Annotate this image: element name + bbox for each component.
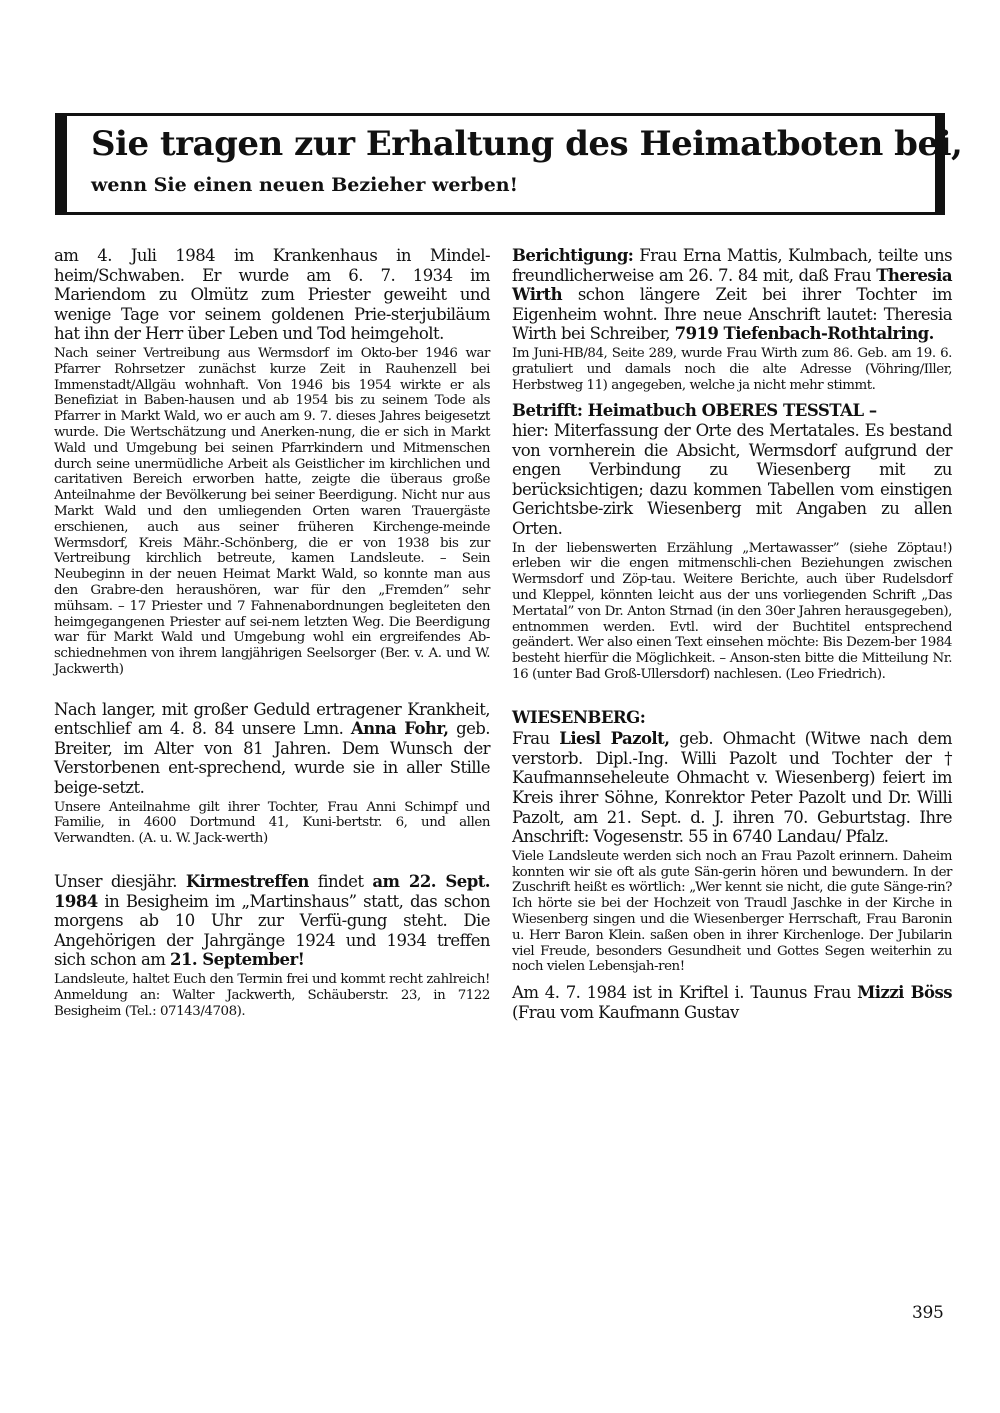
birthday-details: Viele Landsleute werden sich noch an Frau Pazolt erinnern. Daheim konnten wir sie oft als gute Sän-gerin hören und bewundern. In der Zuschrift heißt es wörtlich: „Wer kennt sie nicht, die gute Sänge-rin? Ich hörte sie bei der Hochzeit von Traudl Jaschke in der Kirche in Wiesenberg singen und die Wiesenberger Herrschaft, Frau Baronin u. Herr Baron Klein. saßen oben in ihrer Kirchenloge. Der Jubilarin viel Freude, besonders Gesundheit und Gottes Segen weiterhin zu noch vielen Lebensjah-ren! <box>512 848 952 975</box>
heimatbuch-details: In der liebenswerten Erzählung „Mertawasser” (siehe Zöptau!) erleben wir die engen mitmenschli-chen Beziehungen zwischen Wermsdorf und Zöp-tau. Weitere Berichte, auch über Rudelsdorf und Kleppel, könnten leicht aus der uns vorliegenden Schrift „Das Mertatal” von Dr. Anton Strnad (in den 30er Jahren herausgegeben), entnommen werden. Evtl. wird der Buchtitel entsprechend geändert. Wer also einen Text einsehen möchte: Bis Dezem-ber 1984 besteht hierfür die Möglichkeit. – Anson-sten bitte die Mitteilung Nr. 16 (unter Bad Groß-Ullersdorf) nachlesen. (Leo Friedrich). <box>512 540 952 682</box>
death-notice-text-cont: geb. Breiter, im Alter von 81 Jahren. Dem Wunsch der Verstorbenen ent-sprechend, wurde sie in aller Stille beige-setzt. <box>54 719 491 798</box>
correction-address: 7919 Tiefenbach-Rothtalring. <box>674 324 934 344</box>
heimatbuch-heading: Betrifft: Heimatbuch OBERES TESSTAL – <box>512 401 877 421</box>
subscription-banner <box>55 113 963 215</box>
banner-subtitle: wenn Sie einen neuen Bezieher werben! <box>91 174 518 196</box>
left-column <box>54 246 490 1019</box>
kirmes-event: Kirmestreffen <box>185 872 309 892</box>
kirmes-date: am 22. Sept. 1984 <box>54 872 490 911</box>
birthday-name: Liesl Pazolt, <box>559 729 670 749</box>
death-notice-text: Nach langer, mit großer Geduld ertragener Krankheit, entschlief am 4. 8. 84 unsere Lmn. <box>54 699 490 739</box>
page-number: 395 <box>912 1303 944 1323</box>
birthday-text-1: Frau <box>512 729 560 749</box>
banner-title: Sie tragen zur Erhaltung des Heimatboten bei, <box>91 124 963 164</box>
deceased-name: Anna Fohr, <box>350 719 449 739</box>
correction-text-1: Frau Erna Mattis, Kulmbach, teilte uns freundlicherweise am 26. 7. 84 mit, daß Frau <box>512 246 952 285</box>
kriftel-paragraph <box>512 983 952 1022</box>
kirmes-date-2: 21. September! <box>170 950 305 970</box>
kriftel-name: Mizzi Böss <box>857 983 952 1003</box>
kirmes-text-2: findet <box>308 872 373 892</box>
correction-label: Berichtigung: <box>512 246 634 265</box>
wiesenberg-heading: WIESENBERG: <box>512 707 646 727</box>
correction-text-2: schon längere Zeit bei ihrer Tochter im Eigenheim wohnt. Ihre neue Anschrift lautet: Theresia Wirth bei Schreiber, <box>512 285 952 344</box>
birthday-text-2: geb. Ohmacht (Witwe nach dem verstorb. Dipl.-Ing. Willi Pazolt und Tochter der † Kaufmannseheleute Ohmacht v. Wiesenberg) feiert im Kreis ihrer Söhne, Konrektor Peter Pazolt und Dr. Willi Pazolt, am 21. Sept. d. J. ihren 70. Geburtstag. Ihre Anschrift: Vogesenstr. 55 in 6740 Landau/ Pfalz. <box>512 729 952 847</box>
obituary-paragraph: am 4. Juli 1984 im Krankenhaus in Mindel-heim/Schwaben. Er wurde am 6. 7. 1934 im Mariendom zu Olmütz zum Priester geweiht und wenige Tage vor seinem goldenen Prie-sterjubiläum hat ihn der Herr über Leben und Tod heimgeholt. <box>54 246 490 344</box>
kriftel-text-1: Am 4. 7. 1984 ist in Kriftel i. Taunus Frau <box>512 983 858 1003</box>
correction-name: Theresia Wirth <box>512 265 952 305</box>
kirmes-text-3: in Besigheim im „Martinshaus” statt, das schon morgens ab 10 Uhr zur Verfü-gung steht. Die Angehörigen der Jahrgänge 1924 und 1934 treffen sich schon am <box>54 891 490 970</box>
death-notice <box>54 700 490 798</box>
kirmes-text-1: Unser diesjähr. <box>54 872 186 892</box>
condolence-note: Unsere Anteilnahme gilt ihrer Tochter, Frau Anni Schimpf und Familie, in 4600 Dortmund 41, Kuni-bertstr. 6, und allen Verwandten. (A. u. W. Jack-werth) <box>54 799 490 847</box>
correction-paragraph <box>512 246 952 344</box>
correction-details: Im Juni-HB/84, Seite 289, wurde Frau Wirth zum 86. Geb. am 19. 6. gratuliert und damals noch die alte Adresse (Vöhring/Iller, Herbstweg 11) angegeben, welche ja nicht mehr stimmt. <box>512 345 952 393</box>
heimatbuch-paragraph: hier: Miterfassung der Orte des Mertatales. Es bestand von vornherein die Absicht, Wermsdorf aufgrund der engen Verbindung zu Wiesenberg mit zu berücksichtigen; dazu kommen Tabellen vom einstigen Gerichtsbe-zirk Wiesenberg mit Angaben zu allen Orten. <box>512 420 952 538</box>
birthday-paragraph <box>512 729 952 847</box>
kriftel-text-2: (Frau vom Kaufmann Gustav <box>512 1002 739 1022</box>
kirmes-registration: Landsleute, haltet Euch den Termin frei und kommt recht zahlreich! Anmeldung an: Walter Jackwerth, Schäuberstr. 23, in 7122 Besigheim (Tel.: 07143/4708). <box>54 972 490 1019</box>
obituary-details: Nach seiner Vertreibung aus Wermsdorf im Okto-ber 1946 war Pfarrer Rohrsetzer zunächst kurze Zeit in Rauhenzell bei Immenstadt/Allgäu wohnhaft. Von 1946 bis 1954 wirkte er als Benefiziat in Baben-hausen und ab 1954 bis zu seinem Tode als Pfarrer in Markt Wald, wo er auch am 9. 7. dieses Jahres beigesetzt wurde. Die Wertschätzung und Anerken-nung, die er sich in Markt Wald und Umgebung bei seinen Pfarrkindern und Mitmenschen durch seine unermüdliche Arbeit als Geistlicher im kirchlichen und caritativen Bereich erworben hatte, zeigte die überaus große Anteilnahme der Bevölkerung bei seiner Beerdigung. Nicht nur aus Markt Wald und den umliegenden Orten waren Trauergäste erschienen, auch aus seiner früheren Kirchenge-meinde Wermsdorf, Kreis Mähr.-Schönberg, die er von 1938 bis zur Vertreibung kirchlich betreute, kamen Landsleute. – Sein Neubeginn in der neuen Heimat Markt Wald, so konnte man aus den Grabre-den heraushören, war für den „Fremden” sehr mühsam. – 17 Priester und 7 Fahnenabordnungen begleiteten den heimgegangenen Priester auf sei-nem letzten Weg. Die Beerdigung war für Markt Wald und Umgebung wohl ein ergreifendes Ab-schiednehmen von ihrem langjährigen Seelsorger (Ber. v. A. und W. Jackwerth) <box>54 345 490 677</box>
kirmes-announcement <box>54 872 490 970</box>
right-column <box>512 246 952 1022</box>
